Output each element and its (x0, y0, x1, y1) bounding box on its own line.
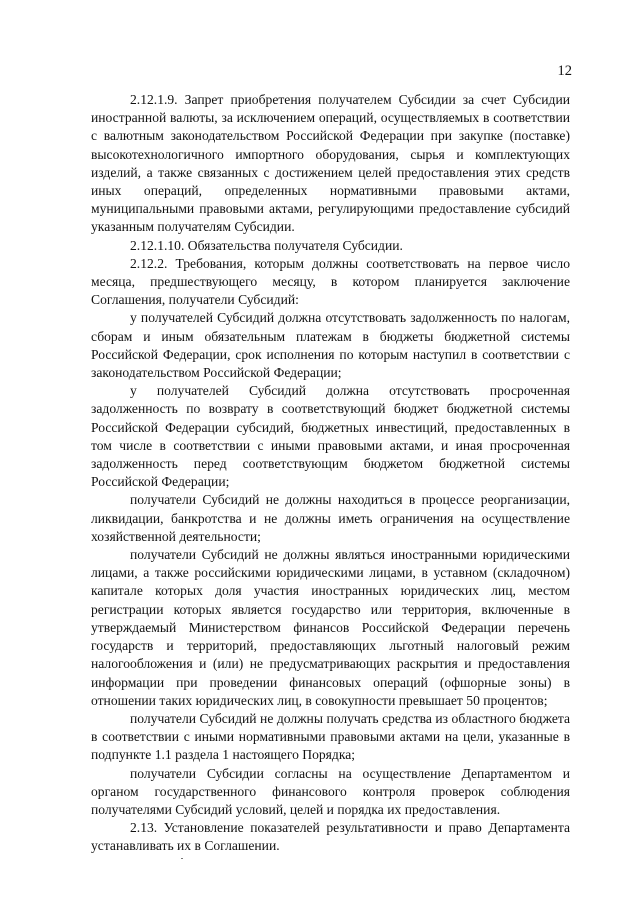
paragraph-2-12-1-9: 2.12.1.9. Запрет приобретения получателем Субсидии за счет Субсидии иностранной валюты, за исключением операций, осуществляемых в соответствии с валютным законодательством Российской Федерации при закупке (поставке) высокотехнологичного импортного оборудования, сырья и комплектующих изделий, а также связанных с достижением целей предоставления этих средств иных операций, определенных нормативными правовыми актами, муниципальными правовыми актами, регулирующими предоставление субсидий указанным получателям Субсидии. (91, 92, 570, 235)
document-body (91, 91, 570, 856)
paragraph-2-12-2: 2.12.2. Требования, которым должны соответствовать на первое число месяца, предшествующего месяцу, в котором планируется заключение Соглашения, получатели Субсидий: (91, 255, 570, 308)
paragraph-overdue-debt-requirement: у получателей Субсидий должна отсутствовать просроченная задолженность по возврату в соответствующий бюджет бюджетной системы Российской Федерации субсидий, бюджетных инвестиций, предоставленных в том числе в соответствии с иными правовыми актами, и иная просроченная задолженность перед соответствующим бюджетом бюджетной системы Российской Федерации; (91, 383, 570, 490)
page-number: 12 (557, 63, 572, 79)
paragraph-2-13: 2.13. Установление показателей результативности и право Департамента устанавливать их в Соглашении. (91, 820, 570, 854)
paragraph-reorganization-requirement: получатели Субсидий не должны находиться в процессе реорганизации, ликвидации, банкротства и не должны иметь ограничения на осуществление хозяйственной деятельности; (91, 492, 570, 544)
paragraph-control-consent: получатели Субсидии согласны на осуществление Департаментом и органом государственного финансового контроля проверок соблюдения получателями Субсидий условий, целей и порядка их предоставления. (91, 765, 570, 817)
paragraph-foreign-entity-requirement: получатели Субсидий не должны являться иностранными юридическими лицами, а также российскими юридическими лицами, в уставном (складочном) капитале которых доля участия иностранных юридических лиц, местом регистрации которых является государство или территория, включенные в утверждаемый Министерством финансов Российской Федерации перечень государств и территорий, предоставляющих льготный налоговый режим налогообложения и (или) не предусматривающих раскрытия и предоставления информации при проведении финансовых операций (офшорные зоны) в отношении таких юридических лиц, в совокупности превышает 50 процентов; (91, 547, 570, 708)
paragraph-regional-budget-requirement: получатели Субсидий не должны получать средства из областного бюджета в соответствии с иными нормативными правовыми актами на цели, указанные в подпункте 1.1 раздела 1 настоящего Порядка; (91, 710, 570, 763)
scan-mark (181, 858, 183, 859)
paragraph-tax-debt-requirement: у получателей Субсидий должна отсутствовать задолженность по налогам, сборам и иным обязательным платежам в бюджеты бюджетной системы Российской Федерации, срок исполнения по которым наступил в соответствии с законодательством Российской Федерации; (91, 310, 570, 381)
paragraph-2-12-1-10: 2.12.1.10. Обязательства получателя Субсидии. (130, 237, 403, 253)
